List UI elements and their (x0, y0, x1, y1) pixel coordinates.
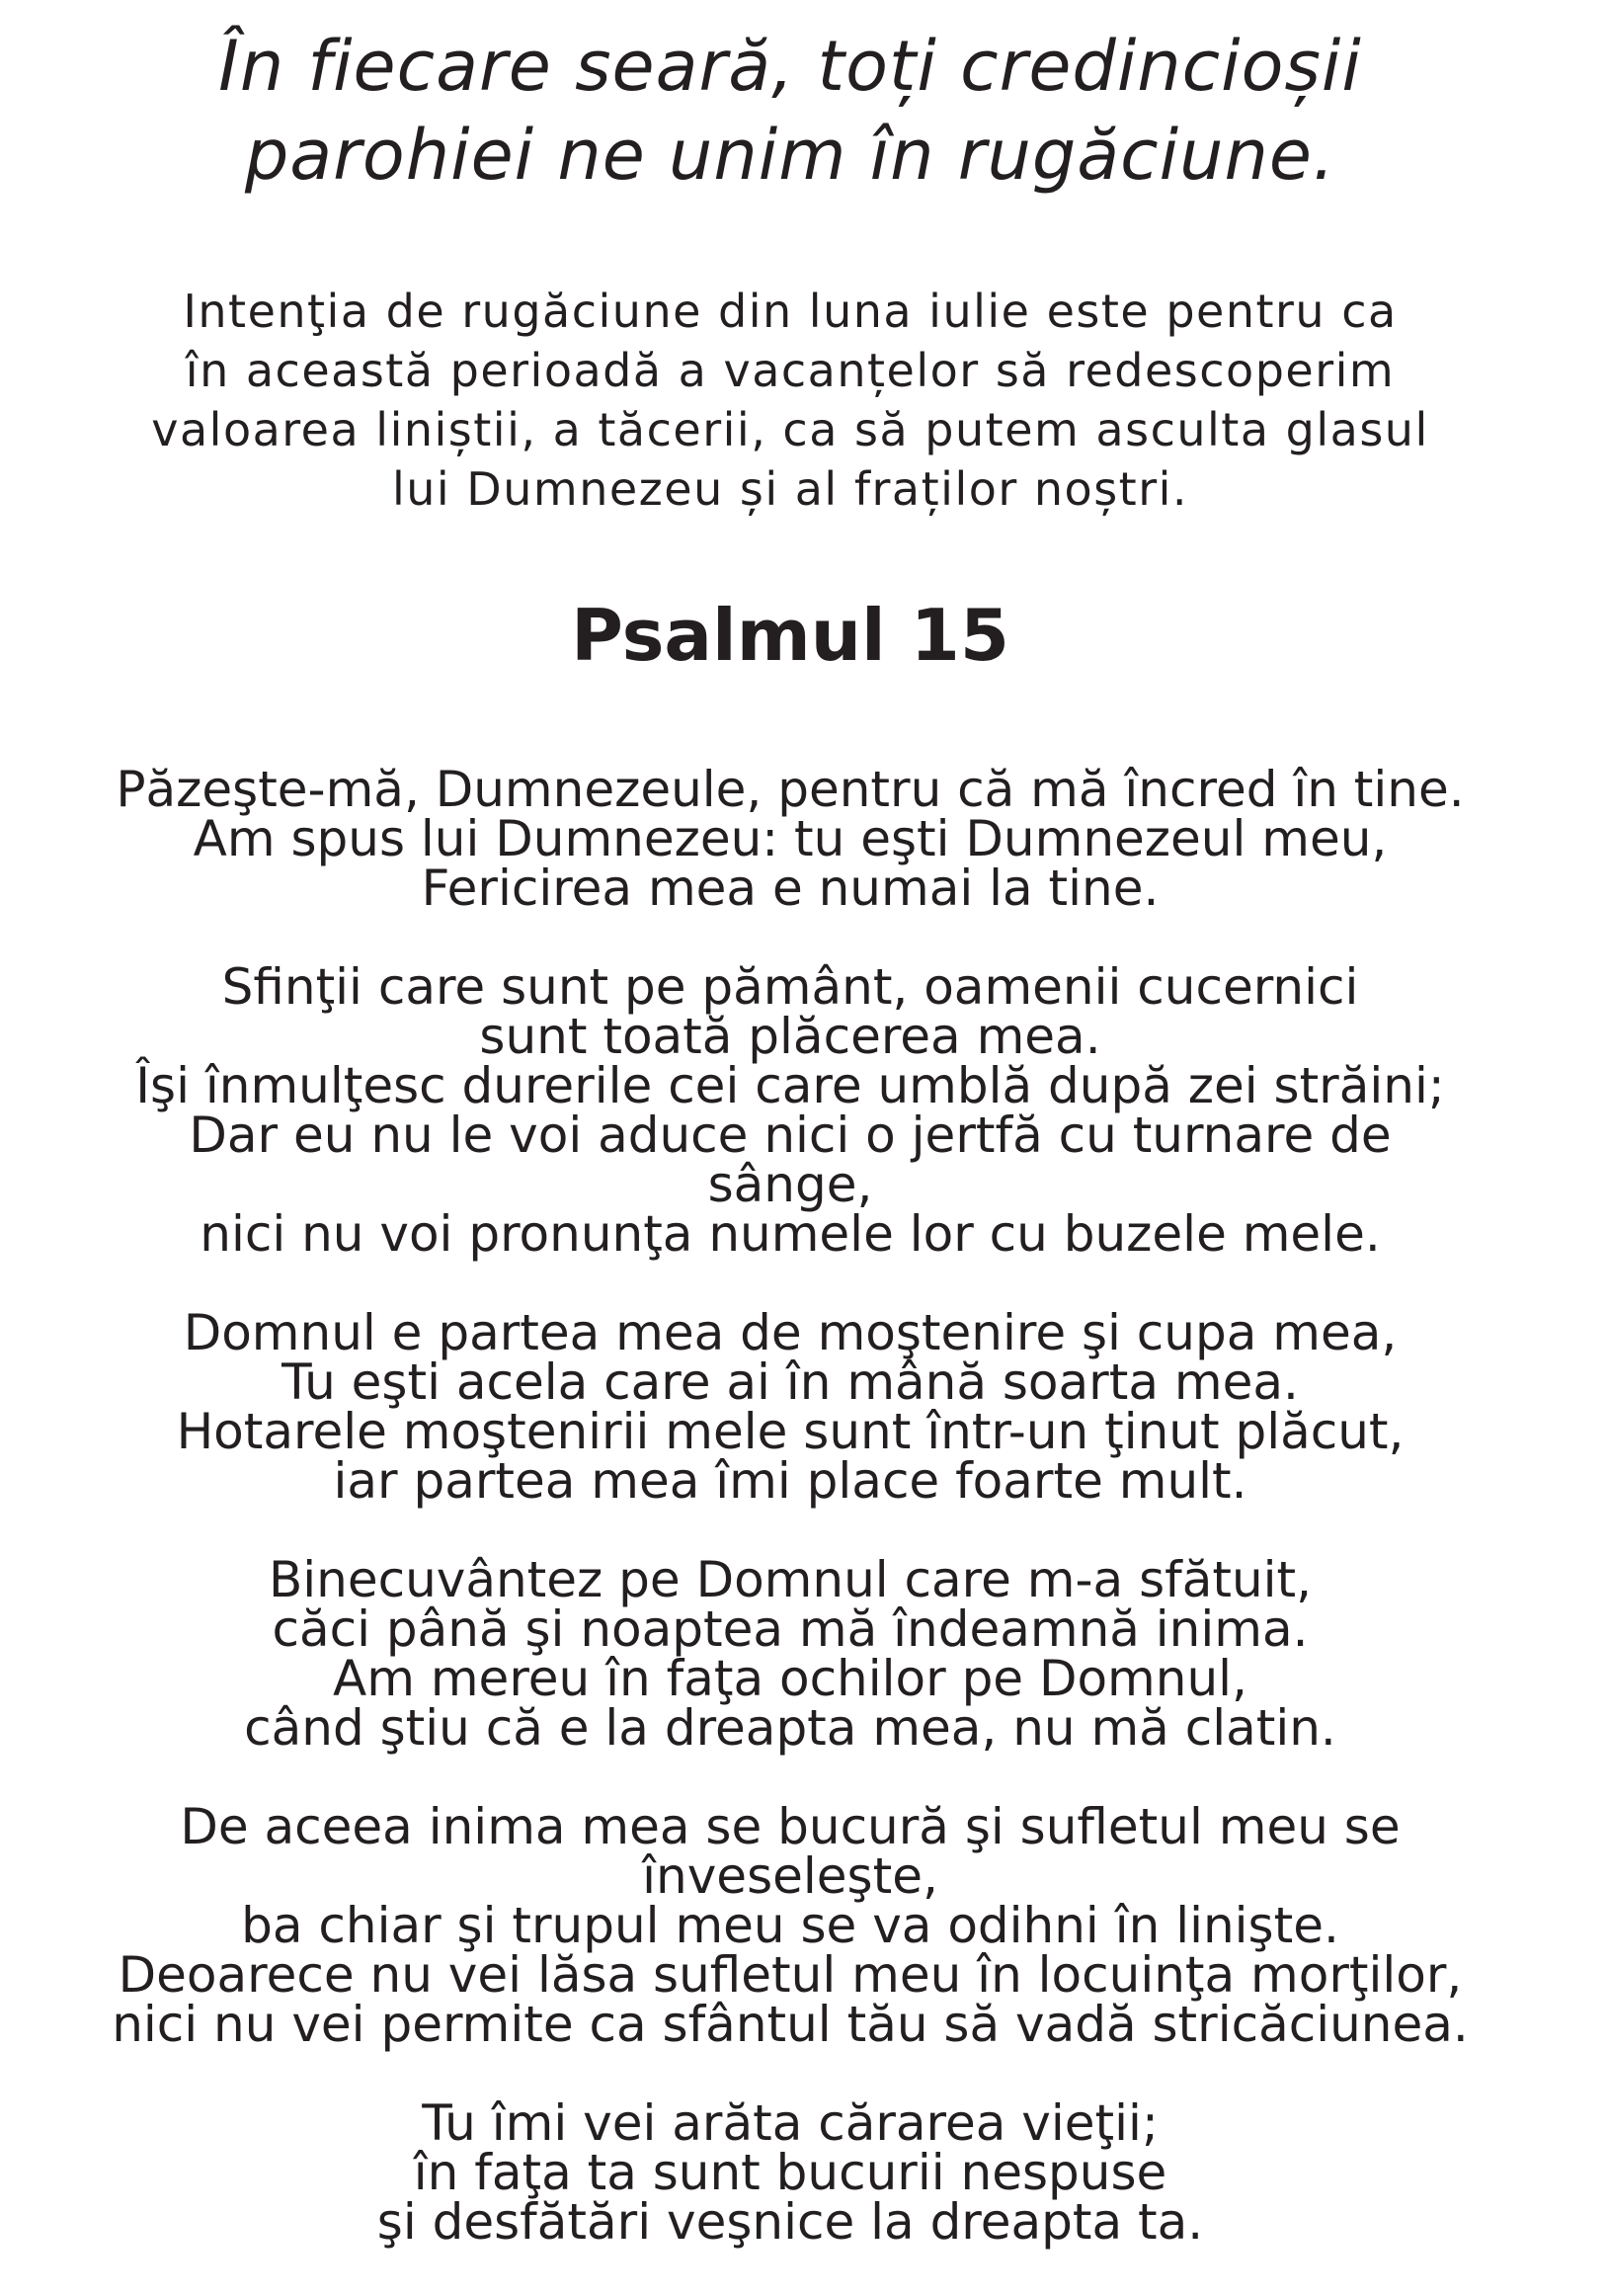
psalm-line: Am spus lui Dumnezeu: tu eşti Dumnezeul meu, (193, 810, 1388, 867)
psalm-line: ba chiar şi trupul meu se va odihni în linişte. (241, 1897, 1339, 1954)
psalm-stanza (0, 761, 1580, 917)
psalm-line: Păzeşte-mă, Dumnezeule, pentru că mă încred în tine. (116, 761, 1465, 818)
psalm-line: sânge, (707, 1156, 873, 1213)
psalm-line: Binecuvântez pe Domnul care m-a sfătuit, (268, 1551, 1313, 1608)
psalm-stanza (0, 1551, 1580, 1757)
psalm-line: Hotarele moştenirii mele sunt într-un ţinut plăcut, (176, 1403, 1405, 1460)
psalm-line: De aceea inima mea se bucură şi sufletul meu se (180, 1798, 1401, 1855)
intention-line: Intenţia de rugăciune din luna iulie este pentru ca (183, 285, 1398, 338)
headline (0, 22, 1580, 200)
psalm-line: Tu eşti acela care ai în mână soarta mea. (281, 1353, 1299, 1411)
psalm-line: iar partea mea îmi place foarte mult. (333, 1452, 1247, 1510)
psalm-line: Am mereu în faţa ochilor pe Domnul, (333, 1650, 1247, 1707)
psalm-line: Deoarece nu vei lăsa sufletul meu în locuinţa morţilor, (118, 1946, 1463, 2004)
psalm-line: şi desfătări veşnice la dreapta ta. (376, 2193, 1204, 2251)
psalm-stanza (0, 1304, 1580, 1510)
headline-line: În fiecare seară, toți credincioșii (218, 26, 1362, 107)
psalm-stanza (0, 1798, 1580, 2053)
intention-line: în această perioadă a vacanțelor să redescoperim (185, 344, 1396, 397)
psalm-line: Dar eu nu le voi aduce nici o jertfă cu turnare de (189, 1107, 1392, 1164)
psalm-line: Fericirea mea e numai la tine. (421, 860, 1160, 917)
psalm-title: Psalmul 15 (571, 594, 1009, 677)
intention-line: valoarea liniștii, a tăcerii, ca să putem asculta glasul (151, 403, 1429, 456)
psalm-line: căci până şi noaptea mă îndeamnă inima. (272, 1600, 1309, 1658)
psalm-stanza (0, 958, 1580, 1263)
psalm-line: Îşi înmulţesc durerile cei care umblă după zei străini; (135, 1057, 1445, 1114)
intention-line: lui Dumnezeu și al fraților noștri. (391, 462, 1189, 516)
psalm-line: nici nu voi pronunţa numele lor cu buzele mele. (200, 1205, 1381, 1263)
headline-line: parohiei ne unim în rugăciune. (244, 115, 1336, 196)
psalm-line: sunt toată plăcerea mea. (479, 1008, 1101, 1065)
psalm-line: nici nu vei permite ca sfântul tău să vadă stricăciunea. (112, 1996, 1469, 2053)
prayer-intention (0, 282, 1580, 519)
psalm-line: Tu îmi vei arăta cărarea vieţii; (422, 2094, 1159, 2152)
psalm-text (0, 761, 1580, 2296)
psalm-line: Sfinţii care sunt pe pământ, oamenii cucernici (221, 958, 1359, 1016)
psalm-line: înveseleşte, (642, 1847, 938, 1905)
psalm-line: când ştiu că e la dreapta mea, nu mă clatin. (244, 1699, 1336, 1757)
psalm-line: Domnul e partea mea de moştenire şi cupa mea, (183, 1304, 1398, 1361)
psalm-stanza (0, 2094, 1580, 2251)
psalm-line: în faţa ta sunt bucurii nespuse (413, 2144, 1167, 2201)
